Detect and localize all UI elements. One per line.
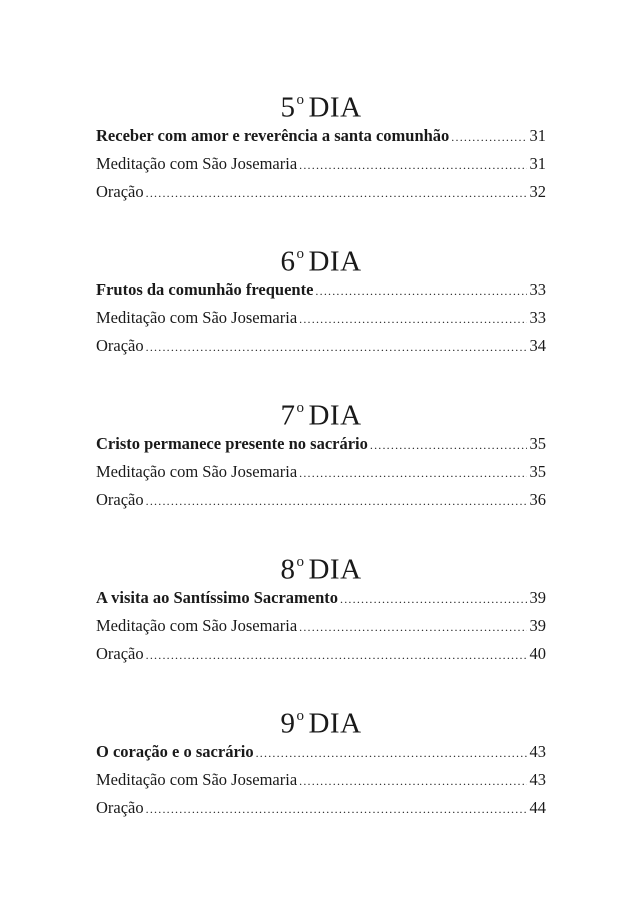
toc-entry[interactable] [96, 458, 546, 486]
toc-page-number: 39 [529, 616, 546, 635]
toc-entry[interactable] [96, 430, 546, 458]
toc-entry[interactable] [96, 276, 546, 304]
toc-entry-title: A visita ao Santíssimo Sacramento [96, 588, 339, 607]
ordinal-indicator: o [296, 92, 305, 108]
dot-leader [146, 641, 527, 669]
dot-leader [299, 305, 526, 333]
toc-entry-title: Oração [96, 644, 144, 663]
ordinal-indicator: o [296, 400, 305, 416]
toc-entry-title: O coração e o sacrário [96, 742, 254, 761]
toc-entry[interactable] [96, 794, 546, 822]
ordinal-indicator: o [296, 554, 305, 570]
dot-leader [299, 613, 526, 641]
toc-page-number: 43 [529, 770, 546, 789]
toc-page-number: 36 [529, 490, 546, 509]
toc-page-number: 31 [529, 126, 546, 145]
dot-leader [146, 179, 527, 207]
day-number: 8 [280, 553, 296, 586]
toc-entry[interactable] [96, 122, 546, 150]
day-number: 5 [280, 91, 296, 124]
day-section-6 [96, 236, 546, 360]
toc-entry-title: Cristo permanece presente no sacrário [96, 434, 368, 453]
toc-entry[interactable] [96, 178, 546, 206]
toc-page-number: 43 [529, 742, 546, 761]
toc-page-number: 40 [529, 644, 546, 663]
dot-leader [299, 459, 526, 487]
toc-entry-title: Meditação com São Josemaria [96, 462, 298, 481]
day-heading [96, 236, 546, 276]
dot-leader [315, 277, 526, 305]
day-number: 9 [280, 707, 296, 740]
toc-entry[interactable] [96, 612, 546, 640]
toc-page-number: 33 [529, 308, 546, 327]
toc-entry[interactable] [96, 766, 546, 794]
day-word: DIA [308, 707, 362, 740]
toc-entry-title: Frutos da comunhão frequente [96, 280, 314, 299]
toc-entry-title: Meditação com São Josemaria [96, 154, 298, 173]
toc-page-number: 31 [529, 154, 546, 173]
toc-entry[interactable] [96, 584, 546, 612]
ordinal-indicator: o [296, 246, 305, 262]
day-heading [96, 390, 546, 430]
dot-leader [370, 431, 527, 459]
dot-leader [299, 767, 526, 795]
toc-entry-title: Oração [96, 182, 144, 201]
day-heading [96, 82, 546, 122]
day-heading [96, 698, 546, 738]
toc-entry-title: Meditação com São Josemaria [96, 308, 298, 327]
day-word: DIA [308, 553, 362, 586]
day-section-9 [96, 698, 546, 822]
toc-entry-title: Meditação com São Josemaria [96, 770, 298, 789]
dot-leader [340, 585, 526, 613]
toc-entry[interactable] [96, 150, 546, 178]
toc-page-number: 39 [529, 588, 546, 607]
toc-page-number: 33 [529, 280, 546, 299]
toc-entry-title: Oração [96, 798, 144, 817]
day-number: 7 [280, 399, 296, 432]
day-section-7 [96, 390, 546, 514]
dot-leader [146, 487, 527, 515]
day-word: DIA [308, 245, 362, 278]
toc-page-number: 35 [529, 462, 546, 481]
dot-leader [451, 123, 526, 151]
toc-page-number: 32 [529, 182, 546, 201]
toc-page-number: 44 [529, 798, 546, 817]
toc-entry-title: Meditação com São Josemaria [96, 616, 298, 635]
dot-leader [299, 151, 526, 179]
dot-leader [256, 739, 527, 767]
dot-leader [146, 795, 527, 823]
table-of-contents [96, 82, 546, 852]
ordinal-indicator: o [296, 708, 305, 724]
day-heading [96, 544, 546, 584]
day-number: 6 [280, 245, 296, 278]
toc-entry-title: Oração [96, 490, 144, 509]
dot-leader [146, 333, 527, 361]
day-section-8 [96, 544, 546, 668]
toc-entry-title: Receber com amor e reverência a santa comunhão [96, 126, 450, 145]
toc-entry-title: Oração [96, 336, 144, 355]
toc-page-number: 35 [529, 434, 546, 453]
toc-entry[interactable] [96, 486, 546, 514]
toc-entry[interactable] [96, 738, 546, 766]
day-section-5 [96, 82, 546, 206]
day-word: DIA [308, 91, 362, 124]
toc-entry[interactable] [96, 332, 546, 360]
toc-page-number: 34 [529, 336, 546, 355]
day-word: DIA [308, 399, 362, 432]
toc-entry[interactable] [96, 640, 546, 668]
toc-entry[interactable] [96, 304, 546, 332]
